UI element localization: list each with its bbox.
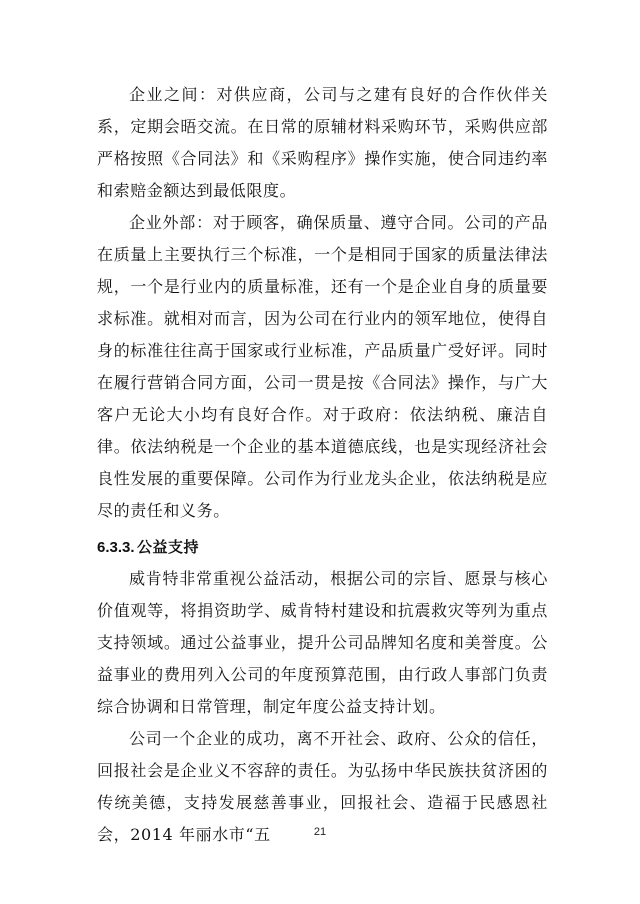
paragraph-social-responsibility: 公司一个企业的成功，离不开社会、政府、公众的信任，回报社会是企业义不容辞的责任。为弘扬中华民族扶贫济困的传统美德，支持发展慈善事业，回报社会、造福于民感恩社会，2014 年丽水市“五	[97, 729, 548, 844]
page-number: 21	[313, 826, 327, 838]
paragraph-external-relations: 企业外部：对于顾客，确保质量、遵守合同。公司的产品在质量上主要执行三个标准，一个是相同于国家的质量法律法规，一个是行业内的质量标准，还有一个是企业自身的质量要求标准。就相对而言，因为公司在行业内的领军地位，使得自身的标准往往高于国家或行业标准，产品质量广受好评。同时在履行营销合同方面，公司一贯是按《合同法》操作，与广大客户无论大小均有良好合作。对于政府：依法纳税、廉洁自律。依法纳税是一个企业的基本道德底线，也是实现经济社会良性发展的重要保障。公司作为行业龙头企业，依法纳税是应尽的责任和义务。	[97, 213, 548, 520]
section-title: 公益支持	[137, 538, 200, 556]
section-number: 6.3.3.	[97, 539, 135, 556]
paragraph-charity-focus: 威肯特非常重视公益活动，根据公司的宗旨、愿景与核心价值观等，将捐资助学、威肯特村建设和抗震救灾等列为重点支持领域。通过公益事业，提升公司品牌知名度和美誉度。公益事业的费用列入公司的年度预算范围，由行政人事部门负责综合协调和日常管理，制定年度公益支持计划。	[97, 569, 548, 716]
paragraph-supplier-relations: 企业之间：对供应商，公司与之建有良好的合作伙伴关系，定期会晤交流。在日常的原辅材料采购环节，采购供应部严格按照《合同法》和《采购程序》操作实施，使合同违约率和索赔金额达到最低限度。	[97, 85, 548, 200]
page-body	[97, 79, 548, 851]
section-heading	[97, 531, 548, 563]
